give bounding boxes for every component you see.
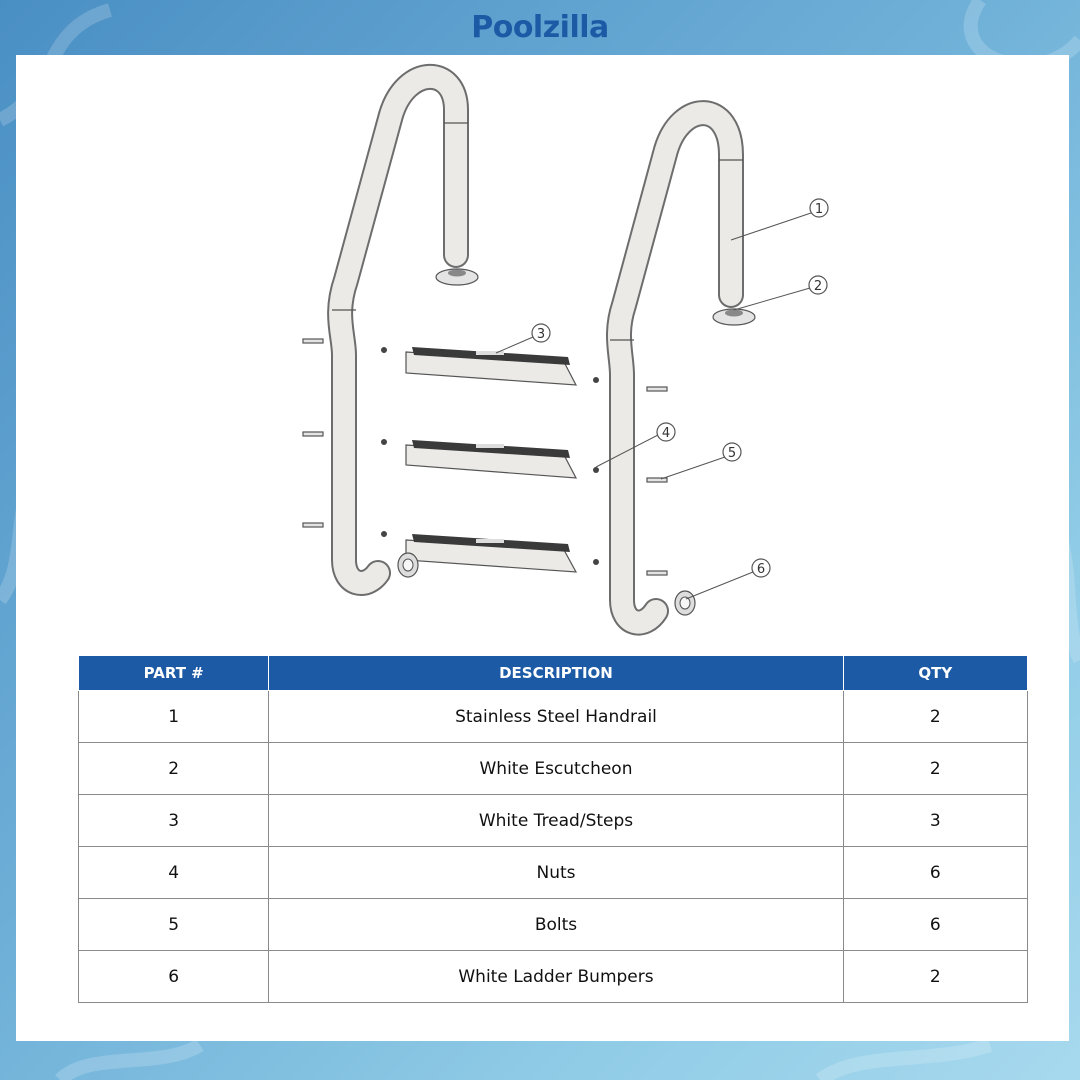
table-row bbox=[79, 951, 1028, 1003]
table-row bbox=[79, 743, 1028, 795]
header-part: PART # bbox=[79, 656, 269, 691]
brand-logo: Poolzilla bbox=[471, 10, 609, 45]
cell-description: White Ladder Bumpers bbox=[269, 951, 843, 1003]
cell-qty: 2 bbox=[843, 743, 1027, 795]
cell-description: White Escutcheon bbox=[269, 743, 843, 795]
tread-middle bbox=[406, 440, 576, 478]
cell-description: Bolts bbox=[269, 899, 843, 951]
svg-text:6: 6 bbox=[756, 562, 766, 577]
bolts-left bbox=[303, 339, 323, 527]
content-panel bbox=[16, 55, 1069, 1041]
svg-text:2: 2 bbox=[813, 279, 823, 294]
left-handrail bbox=[332, 77, 468, 583]
cell-qty: 3 bbox=[843, 795, 1027, 847]
table-header-row bbox=[79, 656, 1028, 691]
cell-part: 3 bbox=[79, 795, 269, 847]
cell-part: 5 bbox=[79, 899, 269, 951]
header-qty: QTY bbox=[843, 656, 1027, 691]
bumper-left bbox=[398, 553, 418, 577]
svg-text:4: 4 bbox=[661, 426, 671, 441]
cell-part: 1 bbox=[79, 691, 269, 743]
callout-4 bbox=[657, 423, 675, 441]
bumper-right bbox=[675, 591, 695, 615]
parts-table bbox=[78, 655, 1028, 1003]
leader-lines bbox=[496, 213, 811, 599]
callout-2 bbox=[809, 276, 827, 294]
callout-1 bbox=[810, 199, 828, 217]
table-row bbox=[79, 847, 1028, 899]
svg-text:1: 1 bbox=[814, 202, 824, 217]
svg-text:3: 3 bbox=[536, 327, 546, 342]
cell-description: Nuts bbox=[269, 847, 843, 899]
ladder-exploded-diagram bbox=[16, 55, 1069, 645]
cell-part: 4 bbox=[79, 847, 269, 899]
svg-text:5: 5 bbox=[727, 446, 737, 461]
escutcheon-right bbox=[713, 309, 755, 325]
cell-description: White Tread/Steps bbox=[269, 795, 843, 847]
callout-5 bbox=[723, 443, 741, 461]
cell-qty: 2 bbox=[843, 951, 1027, 1003]
callout-6 bbox=[752, 559, 770, 577]
escutcheon-left bbox=[436, 269, 478, 285]
tread-top bbox=[406, 347, 576, 385]
tread-bottom bbox=[406, 534, 576, 572]
right-handrail bbox=[610, 113, 743, 622]
cell-qty: 2 bbox=[843, 691, 1027, 743]
cell-qty: 6 bbox=[843, 847, 1027, 899]
cell-part: 2 bbox=[79, 743, 269, 795]
cell-description: Stainless Steel Handrail bbox=[269, 691, 843, 743]
table-row bbox=[79, 691, 1028, 743]
cell-qty: 6 bbox=[843, 899, 1027, 951]
table-row bbox=[79, 899, 1028, 951]
bolts-right bbox=[647, 387, 667, 575]
table-row bbox=[79, 795, 1028, 847]
header-description: DESCRIPTION bbox=[269, 656, 843, 691]
callout-3 bbox=[532, 324, 550, 342]
cell-part: 6 bbox=[79, 951, 269, 1003]
